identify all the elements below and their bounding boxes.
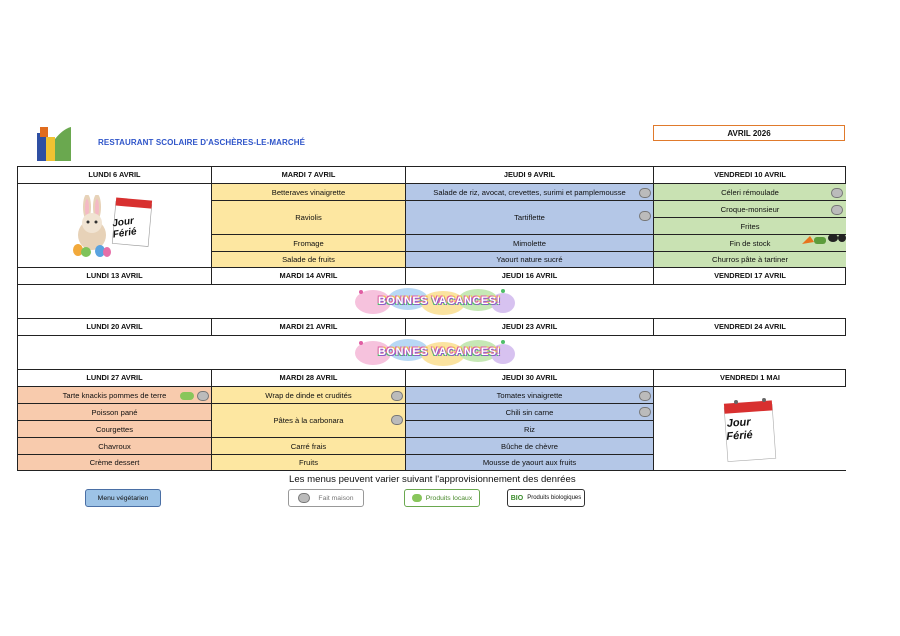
menu-item: Betteraves vinaigrette (212, 184, 406, 201)
menu-item: Poisson pané (18, 404, 212, 421)
menu-item: Pâtes à la carbonara (212, 404, 406, 438)
day-header: VENDREDI 24 AVRIL (654, 319, 846, 336)
month-label: AVRIL 2026 (653, 125, 845, 141)
legend-homemade: Fait maison (288, 489, 364, 507)
menu-table (17, 166, 846, 471)
menu-item: Chavroux (18, 438, 212, 455)
day-header: LUNDI 6 AVRIL (18, 167, 212, 184)
menu-item: Riz (406, 421, 654, 438)
menu-item: Salade de fruits (212, 252, 406, 268)
holiday-text: Jour Férié (726, 416, 754, 443)
day-header: LUNDI 20 AVRIL (18, 319, 212, 336)
menu-item: Croque-monsieur (654, 201, 846, 218)
legend-local: Produits locaux (404, 489, 480, 507)
vacation-banner-text: BONNES VACANCES! (378, 346, 501, 358)
day-header: MARDI 28 AVRIL (212, 370, 406, 387)
menu-item: Courgettes (18, 421, 212, 438)
page-title: RESTAURANT SCOLAIRE D'ASCHÈRES-LE-MARCHÉ (98, 138, 306, 147)
day-header: MARDI 14 AVRIL (212, 268, 406, 285)
menu-item: Fin de stock (654, 235, 846, 252)
menu-item: Céleri rémoulade (654, 184, 846, 201)
vacation-banner-text: BONNES VACANCES! (378, 295, 501, 307)
menu-item: Frites (654, 218, 846, 235)
homemade-icon (639, 407, 651, 417)
vacation-row (18, 336, 846, 370)
day-header: JEUDI 23 AVRIL (406, 319, 654, 336)
day-header: JEUDI 30 AVRIL (406, 370, 654, 387)
menu-item: Mimolette (406, 235, 654, 252)
homemade-icon (298, 493, 310, 503)
day-header: LUNDI 27 AVRIL (18, 370, 212, 387)
menu-item: Fromage (212, 235, 406, 252)
day-header: MARDI 21 AVRIL (212, 319, 406, 336)
day-header: JEUDI 9 AVRIL (406, 167, 654, 184)
legend-vegetarian: Menu végétarien (85, 489, 161, 507)
menu-item: Raviolis (212, 201, 406, 235)
menu-item: Yaourt nature sucré (406, 252, 654, 268)
menu-item: Mousse de yaourt aux fruits (406, 455, 654, 470)
homemade-icon (197, 391, 209, 401)
homemade-icon (831, 205, 843, 215)
homemade-icon (391, 391, 403, 401)
day-header: JEUDI 16 AVRIL (406, 268, 654, 285)
day-header: VENDREDI 10 AVRIL (654, 167, 846, 184)
local-product-icon (412, 494, 422, 502)
menu-item: Salade de riz, avocat, crevettes, surimi et pamplemousse (406, 184, 654, 201)
holiday-text: Jour Férié (111, 215, 138, 241)
day-header: VENDREDI 1 MAI (654, 370, 846, 387)
menu-item: Carré frais (212, 438, 406, 455)
menu-item: Tartiflette (406, 201, 654, 235)
homemade-icon (639, 188, 651, 198)
day-header: MARDI 7 AVRIL (212, 167, 406, 184)
homemade-icon (391, 415, 403, 425)
day-header: LUNDI 13 AVRIL (18, 268, 212, 285)
legend-bio: BIO Produits biologiques (507, 489, 585, 507)
school-logo (37, 127, 71, 161)
homemade-icon (639, 391, 651, 401)
menu-item: Churros pâte à tartiner (654, 252, 846, 268)
menu-item: Tomates vinaigrette (406, 387, 654, 404)
menu-item: Chili sin carne (406, 404, 654, 421)
bio-icon: BIO (510, 494, 524, 502)
menu-item: Tarte knackis pommes de terre (18, 387, 212, 404)
menu-item: Bûche de chèvre (406, 438, 654, 455)
menu-item: Crème dessert (18, 455, 212, 470)
homemade-icon (639, 211, 651, 221)
day-header: VENDREDI 17 AVRIL (654, 268, 846, 285)
local-product-icon (180, 392, 194, 400)
vacation-row (18, 285, 846, 319)
footer-note: Les menus peuvent varier suivant l'approvisionnement des denrées (289, 474, 576, 485)
menu-item: Fruits (212, 455, 406, 470)
menu-item: Wrap de dinde et crudités (212, 387, 406, 404)
summer-sunglasses-icon (800, 230, 846, 248)
homemade-icon (831, 188, 843, 198)
